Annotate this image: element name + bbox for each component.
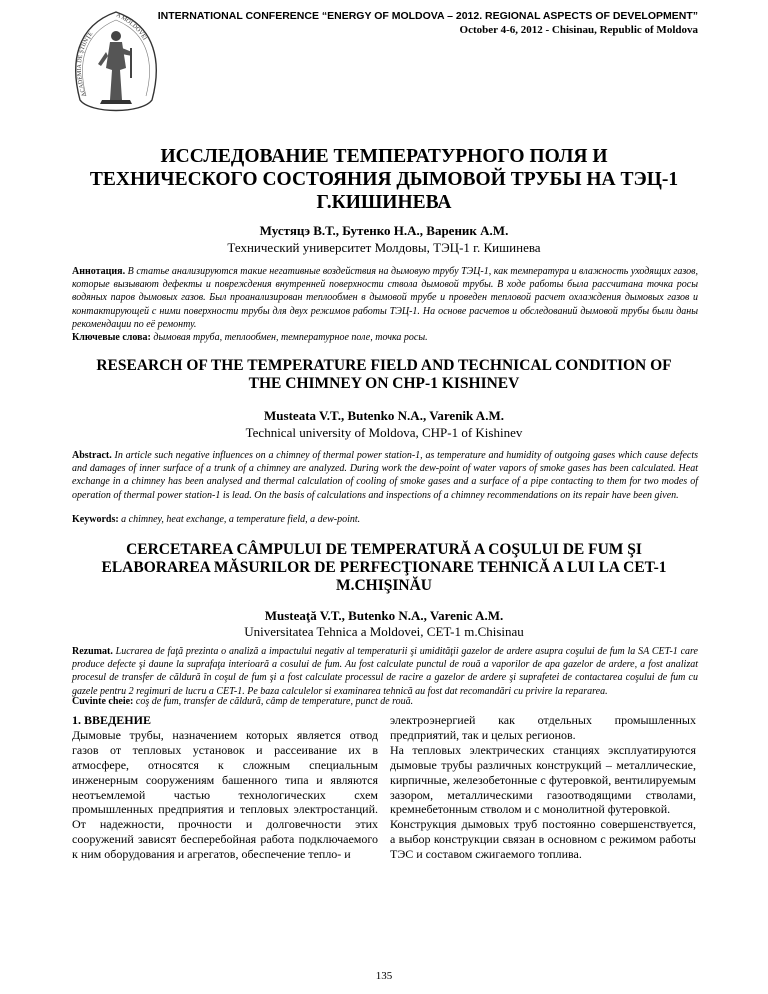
paper-title-ru: ИССЛЕДОВАНИЕ ТЕМПЕРАТУРНОГО ПОЛЯ И ТЕХНИЧЕСКОГО СОСТОЯНИЯ ДЫМОВОЙ ТРУБЫ НА ТЭЦ-1 Г.КИШИНЕВА bbox=[89, 146, 679, 213]
seal-text-left: ACADEMIA DE ŞTIINŢE bbox=[76, 31, 95, 98]
academy-seal-logo-icon bbox=[72, 8, 160, 123]
abstract-ru bbox=[72, 265, 698, 331]
abstract-ro bbox=[72, 645, 698, 698]
abstract-text-en: In article such negative influences on a chimney of thermal power station-1, as temperature and humidity of outgoing gases which cause defects and damages of inner surface of a trunk of a chimney are analyzed. During work the dew-point of water vapors of smoke gases has been calculated. Heat exchange in a chimney has been analysed and thermal calculation of cooling of smoke gases and a surface of a pipe contacting to them for two modes of operation of thermal power station-1 is lead. On the basis of calculations and inspections of a chimney recommendations on its repair have been given. bbox=[72, 450, 698, 501]
keywords-label-ru: Ключевые слова: bbox=[72, 332, 151, 343]
affiliation-ro: Universitatea Tehnica a Moldovei, CET-1 m.Chisinau bbox=[244, 624, 524, 639]
seal-text-right: A MOLDOVEI bbox=[115, 12, 148, 42]
keywords-text-ro: coş de fum, transfer de căldură, câmp de temperature, punct de rouă. bbox=[135, 696, 414, 707]
affiliation-en: Technical university of Moldova, CHP-1 of Kishinev bbox=[245, 425, 523, 440]
body-paragraph-right-1: электроэнергией как отдельных промышленных предприятий, так и целых регионов. bbox=[390, 713, 696, 742]
authors-ru: Мустяцэ В.Т., Бутенко Н.А., Вареник А.М. bbox=[259, 223, 509, 238]
keywords-ru bbox=[72, 332, 698, 343]
keywords-ro bbox=[72, 696, 698, 707]
affiliation-ru: Технический университет Молдовы, ТЭЦ-1 г. Кишинева bbox=[227, 240, 541, 255]
body-column-left bbox=[72, 713, 378, 862]
body-paragraph-right-3: Конструкция дымовых труб постоянно совершенствуется, а выбор конструкции связан в основном с режимом работы ТЭС и составом сжигаемого топлива. bbox=[390, 817, 696, 862]
section-heading-introduction: 1. ВВЕДЕНИЕ bbox=[72, 713, 151, 727]
abstract-text-ru: В статье анализируются такие негативные воздействия на дымовую трубу ТЭЦ-1, как температура и влажность уходящих газов, которые вызывают дефекты и повреждения внутренней поверхности ствола дымовой трубы. В ходе работы была рассчитана точка росы водяных паров дымовых газов. Был проанализирован теплообмен в дымовой трубе и проведен тепловой расчет охлаждения дымовых газов и контактирующей с ними поверхности трубы для двух режимов работы ТЭЦ-1. На основе расчетов и обследований дымовой трубы были даны рекомендации по её ремонту. bbox=[72, 266, 699, 330]
abstract-label-ro: Rezumat. bbox=[72, 646, 113, 657]
conference-title: INTERNATIONAL CONFERENCE “ENERGY OF MOLDOVA – 2012. REGIONAL ASPECTS OF DEVELOPMENT” bbox=[157, 10, 698, 22]
keywords-en bbox=[72, 514, 698, 525]
page-number: 135 bbox=[375, 970, 393, 982]
abstract-text-ro: Lucrarea de faţă prezinta o analiză a impactului negativ al temperaturii şi umidităţii gazelor de ardere asupra coşului de fum la SA CET-1 care produce defecte şi daune la suprafaţa interioară a cosului de fum. Au fost calculate punctul de rouă a vaporilor de apa gazelor de ardere, a fost analizat procesul de transfer de căldură în coşul de fum şi a fost calculate processul de racire a gazelor de ardere şi suprafetei de contactarea coşului de fum cu gazele pentru 2 regimuri de lucru a CET-1. Pe baza calculelor si examinarea tehnică au fost dat recomandări cu privire la repararea. bbox=[72, 646, 698, 697]
body-column-right bbox=[390, 713, 696, 862]
keywords-label-en: Keywords: bbox=[72, 514, 119, 525]
abstract-en bbox=[72, 449, 698, 502]
keywords-text-ru: дымовая труба, теплообмен, температурное поле, точка росы. bbox=[153, 332, 428, 343]
authors-ro: Musteaţă V.T., Butenko N.A., Varenic A.M. bbox=[264, 608, 504, 623]
authors-en: Musteata V.T., Butenko N.A., Varenik A.M. bbox=[264, 408, 504, 423]
body-paragraph-right-2: На тепловых электрических станциях эксплуатируются дымовые трубы различных конструкций – металлические, кирпичные, железобетонные с футеровкой, вентилируемым зазором, металлическими газоотводящими стволами, кремнебетонным стволом и с монолитной футеровкой. bbox=[390, 742, 696, 817]
abstract-label-ru: Аннотация. bbox=[72, 266, 126, 277]
keywords-text-en: a chimney, heat exchange, a temperature field, a dew-point. bbox=[121, 514, 361, 525]
svg-text:ACADEMIA DE ŞTIINŢE bbox=[77, 31, 95, 97]
abstract-label-en: Abstract. bbox=[72, 450, 112, 461]
paper-title-ro: CERCETAREA CÂMPULUI DE TEMPERATURĂ A COŞULUI DE FUM ŞI ELABORAREA MĂSURILOR DE PERFECŢIONARE TEHNICĂ A LUI LA CET-1 M.CHIŞINĂU bbox=[101, 541, 667, 594]
paper-title-en: RESEARCH OF THE TEMPERATURE FIELD AND TECHNICAL CONDITION OF THE CHIMNEY ON CHP-1 KISHINEV bbox=[96, 357, 672, 392]
conference-date-place: October 4-6, 2012 - Chisinau, Republic of Moldova bbox=[459, 24, 698, 36]
keywords-label-ro: Cuvinte cheie: bbox=[72, 696, 134, 707]
body-paragraph-left: Дымовые трубы, назначением которых является отвод газов от тепловых установок и рассеивание их в атмосфере, относятся к сложным специальным инженерным сооружениям башенного типа и являются неотъемлемой частью технологических схем промышленных предприятия и тепловых электростанций. От надежности, прочности и долговечности этих сооружений зависят бесперебойная работа подключаемого к ним оборудования и агрегатов, обеспечение тепло- и bbox=[72, 727, 378, 862]
